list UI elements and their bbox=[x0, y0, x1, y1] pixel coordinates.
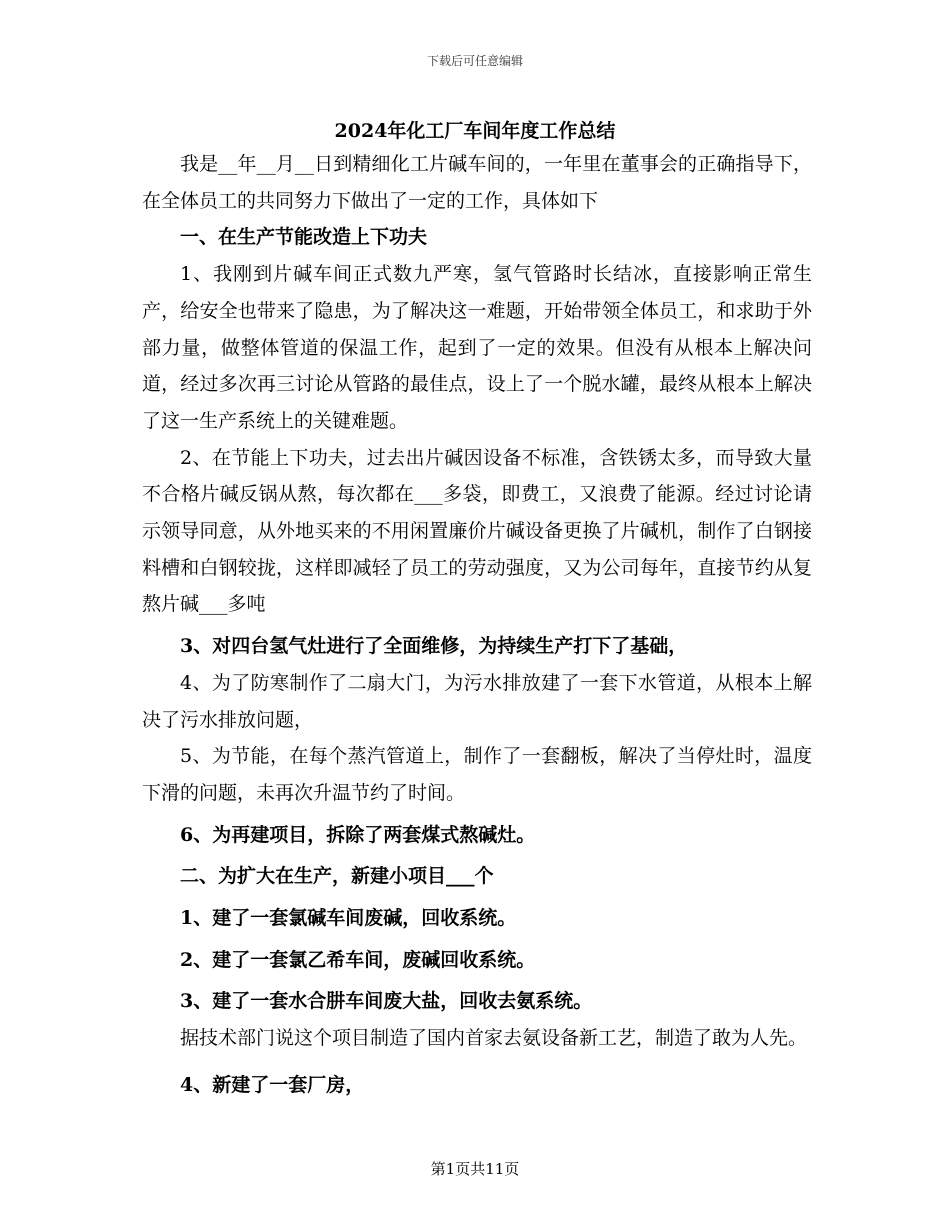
paragraph-intro: 我是__年__月__日到精细化工片碱车间的，一年里在董事会的正确指导下，在全体员工的共同努力下做出了一定的工作，具体如下 bbox=[142, 153, 812, 212]
project-item-3: 3、建了一套水合肼车间废大盐，回收去氨系统。 bbox=[180, 990, 593, 1013]
paragraph-item-5: 5、为节能，在每个蒸汽管道上，制作了一套翻板，解决了当停灶时，温度下滑的问题，未再次升温节约了时间。 bbox=[142, 745, 812, 804]
paragraph-item-6: 6、为再建项目，拆除了两套煤式熬碱灶。 bbox=[180, 823, 536, 846]
page-header: 下载后可任意编辑 bbox=[426, 54, 523, 68]
paragraph-item-4: 4、为了防寒制作了二扇大门，为污水排放建了一套下水管道，从根本上解决了污水排放问题， bbox=[142, 671, 812, 731]
page-footer: 第1页共11页 bbox=[430, 1160, 520, 1178]
section-heading-2: 二、为扩大在生产，新建小项目___个 bbox=[180, 865, 494, 888]
section-heading-1: 一、在生产节能改造上下功夫 bbox=[180, 226, 428, 249]
paragraph-item-3: 3、对四台氢气灶进行了全面维修，为持续生产打下了基础， bbox=[180, 635, 688, 658]
document-body bbox=[142, 146, 812, 1104]
project-item-1: 1、建了一套氯碱车间废碱，回收系统。 bbox=[180, 907, 517, 930]
project-item-4: 4、新建了一套厂房， bbox=[180, 1073, 365, 1096]
paragraph-item-1: 1、我刚到片碱车间正式数九严寒，氢气管路时长结冰，直接影响正常生产，给安全也带来了隐患，为了解决这一难题，开始带领全体员工，和求助于外部力量，做整体管道的保温工作，起到了一定的效果。但没有从根本上解决问道，经过多次再三讨论从管路的最佳点，设上了一个脱水罐，最终从根本上解决了这一生产系统上的关键难题。 bbox=[142, 263, 812, 432]
paragraph-tech-note: 据技术部门说这个项目制造了国内首家去氨设备新工艺，制造了敢为人先。 bbox=[180, 1027, 808, 1050]
document-title: 2024年化工厂车间年度工作总结 bbox=[334, 120, 616, 142]
project-item-2: 2、建了一套氯乙希车间，废碱回收系统。 bbox=[180, 948, 536, 971]
paragraph-item-2: 2、在节能上下功夫，过去出片碱因设备不标准，含铁锈太多，而导致大量不合格片碱反锅从熬，每次都在___多袋，即费工，又浪费了能源。经过讨论请示领导同意，从外地买来的不用闲置廉价片碱设备更换了片碱机，制作了白钢接料槽和白钢较拢，这样即减轻了员工的劳动强度，又为公司每年，直接节约从复熬片碱___多吨 bbox=[142, 446, 812, 616]
